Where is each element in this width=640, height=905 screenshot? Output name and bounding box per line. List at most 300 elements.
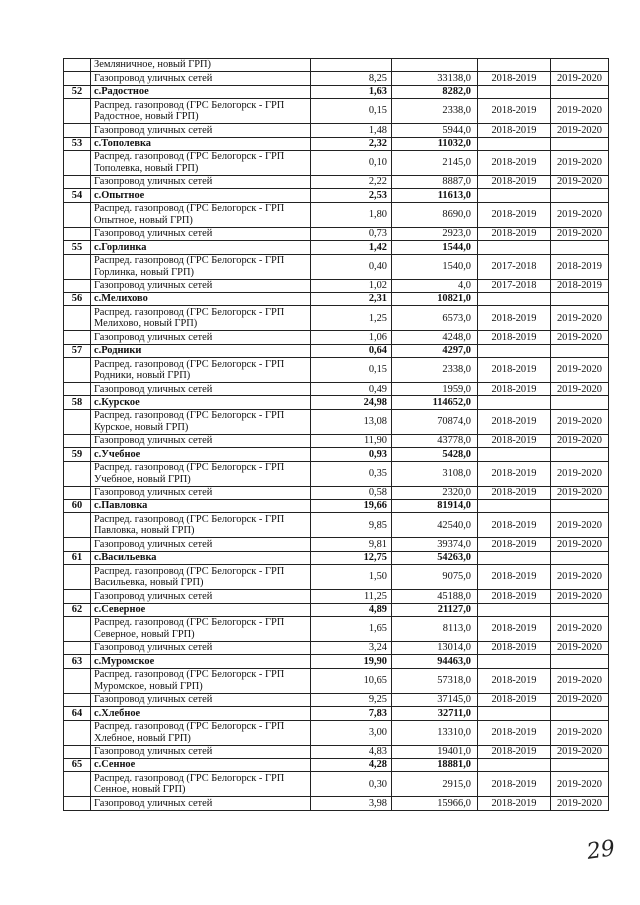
table-row — [64, 227, 609, 240]
row-construction-period: 2019-2020 — [551, 409, 609, 434]
row-cost: 42540,0 — [392, 513, 478, 538]
row-cost: 70874,0 — [392, 409, 478, 434]
row-construction-period: 2019-2020 — [551, 616, 609, 641]
row-name: с.Курское — [91, 396, 311, 409]
row-number: 55 — [64, 241, 91, 254]
table-row — [64, 434, 609, 447]
village-row — [64, 551, 609, 564]
row-length-km: 2,32 — [311, 137, 392, 150]
row-cost: 4297,0 — [392, 344, 478, 357]
row-construction-period — [551, 189, 609, 202]
row-construction-period: 2019-2020 — [551, 772, 609, 797]
row-name: Газопровод уличных сетей — [91, 641, 311, 654]
row-length-km: 0,64 — [311, 344, 392, 357]
table-row — [64, 513, 609, 538]
row-name: с.Муромское — [91, 655, 311, 668]
row-cost: 13014,0 — [392, 641, 478, 654]
table-row — [64, 358, 609, 383]
row-number — [64, 641, 91, 654]
row-cost: 43778,0 — [392, 434, 478, 447]
row-cost: 3108,0 — [392, 461, 478, 486]
row-name: Распред. газопровод (ГРС Белогорск - ГРП Опытное, новый ГРП) — [91, 202, 311, 227]
row-number — [64, 99, 91, 124]
row-cost: 39374,0 — [392, 538, 478, 551]
row-name: Распред. газопровод (ГРС Белогорск - ГРП Учебное, новый ГРП) — [91, 461, 311, 486]
row-cost: 10821,0 — [392, 292, 478, 305]
row-design-period — [478, 85, 551, 98]
page-number: 29 — [585, 836, 617, 865]
row-cost: 8282,0 — [392, 85, 478, 98]
row-length-km: 9,25 — [311, 693, 392, 706]
row-design-period: 2018-2019 — [478, 358, 551, 383]
row-cost: 1540,0 — [392, 254, 478, 279]
table-row — [64, 461, 609, 486]
row-design-period: 2018-2019 — [478, 461, 551, 486]
row-design-period: 2018-2019 — [478, 124, 551, 137]
row-design-period — [478, 448, 551, 461]
row-length-km: 0,49 — [311, 383, 392, 396]
gas-pipeline-table — [63, 58, 609, 811]
row-design-period — [478, 551, 551, 564]
row-design-period: 2018-2019 — [478, 720, 551, 745]
row-cost: 2923,0 — [392, 227, 478, 240]
row-length-km: 1,50 — [311, 565, 392, 590]
row-design-period — [478, 500, 551, 513]
row-construction-period: 2019-2020 — [551, 486, 609, 499]
row-number — [64, 461, 91, 486]
row-length-km: 1,25 — [311, 306, 392, 331]
row-length-km: 4,89 — [311, 603, 392, 616]
row-number: 56 — [64, 292, 91, 305]
row-number: 60 — [64, 500, 91, 513]
table-body — [64, 59, 609, 811]
row-length-km: 4,83 — [311, 745, 392, 758]
village-row — [64, 655, 609, 668]
row-length-km: 0,73 — [311, 227, 392, 240]
village-row — [64, 137, 609, 150]
row-length-km: 9,85 — [311, 513, 392, 538]
row-design-period: 2018-2019 — [478, 772, 551, 797]
row-name: с.Тополевка — [91, 137, 311, 150]
row-number: 58 — [64, 396, 91, 409]
row-construction-period: 2019-2020 — [551, 565, 609, 590]
row-cost: 81914,0 — [392, 500, 478, 513]
village-row — [64, 344, 609, 357]
row-construction-period — [551, 137, 609, 150]
row-length-km: 7,83 — [311, 707, 392, 720]
row-number — [64, 486, 91, 499]
row-number: 54 — [64, 189, 91, 202]
row-construction-period: 2018-2019 — [551, 279, 609, 292]
row-cost: 2338,0 — [392, 99, 478, 124]
row-name: Распред. газопровод (ГРС Белогорск - ГРП Мелихово, новый ГРП) — [91, 306, 311, 331]
row-number — [64, 668, 91, 693]
row-cost: 45188,0 — [392, 590, 478, 603]
row-length-km: 3,00 — [311, 720, 392, 745]
village-row — [64, 292, 609, 305]
row-name: Газопровод уличных сетей — [91, 227, 311, 240]
row-number — [64, 254, 91, 279]
row-construction-period — [551, 59, 609, 72]
row-construction-period: 2019-2020 — [551, 72, 609, 85]
row-cost: 8887,0 — [392, 175, 478, 188]
row-construction-period — [551, 758, 609, 771]
village-row — [64, 189, 609, 202]
table-row — [64, 202, 609, 227]
row-design-period: 2017-2018 — [478, 254, 551, 279]
row-design-period: 2018-2019 — [478, 306, 551, 331]
row-cost: 15966,0 — [392, 797, 478, 810]
row-cost: 9075,0 — [392, 565, 478, 590]
row-number: 52 — [64, 85, 91, 98]
row-number: 62 — [64, 603, 91, 616]
row-construction-period: 2019-2020 — [551, 306, 609, 331]
row-number — [64, 513, 91, 538]
row-number — [64, 227, 91, 240]
row-construction-period — [551, 551, 609, 564]
row-cost: 4248,0 — [392, 331, 478, 344]
row-length-km: 0,40 — [311, 254, 392, 279]
row-design-period — [478, 655, 551, 668]
row-design-period: 2018-2019 — [478, 383, 551, 396]
row-design-period: 2018-2019 — [478, 590, 551, 603]
row-name: Земляничное, новый ГРП) — [91, 59, 311, 72]
row-name: Распред. газопровод (ГРС Белогорск - ГРП Васильевка, новый ГРП) — [91, 565, 311, 590]
table-row — [64, 279, 609, 292]
row-length-km: 24,98 — [311, 396, 392, 409]
row-design-period: 2018-2019 — [478, 641, 551, 654]
row-name: Газопровод уличных сетей — [91, 72, 311, 85]
row-construction-period: 2019-2020 — [551, 124, 609, 137]
row-length-km: 0,10 — [311, 150, 392, 175]
table-row — [64, 383, 609, 396]
row-design-period — [478, 292, 551, 305]
row-length-km: 0,58 — [311, 486, 392, 499]
row-length-km: 3,24 — [311, 641, 392, 654]
row-construction-period: 2019-2020 — [551, 358, 609, 383]
row-design-period: 2018-2019 — [478, 693, 551, 706]
row-number: 53 — [64, 137, 91, 150]
row-cost: 2338,0 — [392, 358, 478, 383]
table-row — [64, 616, 609, 641]
row-cost: 6573,0 — [392, 306, 478, 331]
row-name: Газопровод уличных сетей — [91, 383, 311, 396]
row-number — [64, 409, 91, 434]
row-name: с.Горлинка — [91, 241, 311, 254]
row-design-period — [478, 241, 551, 254]
table-row — [64, 175, 609, 188]
row-name: с.Павловка — [91, 500, 311, 513]
row-construction-period — [551, 655, 609, 668]
row-cost: 11613,0 — [392, 189, 478, 202]
row-number: 64 — [64, 707, 91, 720]
row-design-period: 2018-2019 — [478, 99, 551, 124]
row-name: Газопровод уличных сетей — [91, 124, 311, 137]
row-construction-period — [551, 85, 609, 98]
table-row — [64, 124, 609, 137]
table-row — [64, 99, 609, 124]
row-name: Газопровод уличных сетей — [91, 797, 311, 810]
row-construction-period: 2019-2020 — [551, 99, 609, 124]
row-construction-period: 2019-2020 — [551, 513, 609, 538]
row-cost: 19401,0 — [392, 745, 478, 758]
row-length-km: 0,15 — [311, 358, 392, 383]
row-design-period: 2018-2019 — [478, 175, 551, 188]
table-row — [64, 641, 609, 654]
row-length-km: 19,66 — [311, 500, 392, 513]
row-design-period: 2018-2019 — [478, 513, 551, 538]
row-construction-period: 2019-2020 — [551, 150, 609, 175]
row-name: Газопровод уличных сетей — [91, 745, 311, 758]
row-name: Распред. газопровод (ГРС Белогорск - ГРП Курское, новый ГРП) — [91, 409, 311, 434]
row-design-period: 2018-2019 — [478, 486, 551, 499]
row-construction-period: 2019-2020 — [551, 227, 609, 240]
row-length-km — [311, 59, 392, 72]
table-row — [64, 486, 609, 499]
row-name: с.Хлебное — [91, 707, 311, 720]
row-name: с.Северное — [91, 603, 311, 616]
row-length-km: 9,81 — [311, 538, 392, 551]
row-name: Газопровод уличных сетей — [91, 693, 311, 706]
table-row — [64, 693, 609, 706]
row-cost: 8690,0 — [392, 202, 478, 227]
row-cost: 2145,0 — [392, 150, 478, 175]
row-number — [64, 720, 91, 745]
row-construction-period: 2019-2020 — [551, 202, 609, 227]
row-cost: 2915,0 — [392, 772, 478, 797]
row-cost: 57318,0 — [392, 668, 478, 693]
row-construction-period — [551, 344, 609, 357]
row-construction-period: 2019-2020 — [551, 668, 609, 693]
row-design-period — [478, 137, 551, 150]
village-row — [64, 241, 609, 254]
row-length-km: 0,30 — [311, 772, 392, 797]
row-name: с.Опытное — [91, 189, 311, 202]
row-number — [64, 150, 91, 175]
village-row — [64, 500, 609, 513]
row-name: с.Мелихово — [91, 292, 311, 305]
row-number — [64, 124, 91, 137]
row-number — [64, 590, 91, 603]
row-design-period: 2018-2019 — [478, 331, 551, 344]
row-construction-period: 2018-2019 — [551, 254, 609, 279]
row-name: Газопровод уличных сетей — [91, 175, 311, 188]
row-name: с.Сенное — [91, 758, 311, 771]
table-row — [64, 150, 609, 175]
table-row — [64, 772, 609, 797]
row-number: 61 — [64, 551, 91, 564]
row-cost: 1544,0 — [392, 241, 478, 254]
row-design-period — [478, 758, 551, 771]
row-cost: 2320,0 — [392, 486, 478, 499]
row-design-period — [478, 396, 551, 409]
village-row — [64, 603, 609, 616]
row-number — [64, 693, 91, 706]
row-length-km: 10,65 — [311, 668, 392, 693]
row-cost: 114652,0 — [392, 396, 478, 409]
row-construction-period: 2019-2020 — [551, 538, 609, 551]
row-cost: 21127,0 — [392, 603, 478, 616]
row-number — [64, 358, 91, 383]
row-number — [64, 797, 91, 810]
row-number: 57 — [64, 344, 91, 357]
row-number: 65 — [64, 758, 91, 771]
row-length-km: 4,28 — [311, 758, 392, 771]
row-cost: 94463,0 — [392, 655, 478, 668]
row-design-period: 2018-2019 — [478, 668, 551, 693]
table-row — [64, 565, 609, 590]
row-design-period: 2018-2019 — [478, 409, 551, 434]
row-name: с.Васильевка — [91, 551, 311, 564]
row-design-period: 2018-2019 — [478, 797, 551, 810]
table-row — [64, 590, 609, 603]
row-length-km: 0,35 — [311, 461, 392, 486]
row-construction-period: 2019-2020 — [551, 641, 609, 654]
row-cost: 33138,0 — [392, 72, 478, 85]
row-cost: 11032,0 — [392, 137, 478, 150]
row-length-km: 1,42 — [311, 241, 392, 254]
row-name: Распред. газопровод (ГРС Белогорск - ГРП Павловка, новый ГРП) — [91, 513, 311, 538]
row-design-period — [478, 707, 551, 720]
row-construction-period — [551, 292, 609, 305]
row-design-period: 2018-2019 — [478, 227, 551, 240]
row-name: Распред. газопровод (ГРС Белогорск - ГРП Муромское, новый ГРП) — [91, 668, 311, 693]
row-number — [64, 306, 91, 331]
row-construction-period: 2019-2020 — [551, 175, 609, 188]
row-construction-period: 2019-2020 — [551, 331, 609, 344]
row-length-km: 1,63 — [311, 85, 392, 98]
row-length-km: 19,90 — [311, 655, 392, 668]
row-name: Распред. газопровод (ГРС Белогорск - ГРП Хлебное, новый ГРП) — [91, 720, 311, 745]
row-cost: 8113,0 — [392, 616, 478, 641]
row-number — [64, 59, 91, 72]
row-cost: 32711,0 — [392, 707, 478, 720]
row-construction-period: 2019-2020 — [551, 745, 609, 758]
table-row — [64, 538, 609, 551]
row-design-period — [478, 603, 551, 616]
row-number: 63 — [64, 655, 91, 668]
row-name: Распред. газопровод (ГРС Белогорск - ГРП Сенное, новый ГРП) — [91, 772, 311, 797]
row-construction-period — [551, 241, 609, 254]
village-row — [64, 707, 609, 720]
row-name: с.Родники — [91, 344, 311, 357]
row-length-km: 13,08 — [311, 409, 392, 434]
row-name: Распред. газопровод (ГРС Белогорск - ГРП Родники, новый ГРП) — [91, 358, 311, 383]
row-name: с.Учебное — [91, 448, 311, 461]
row-construction-period: 2019-2020 — [551, 797, 609, 810]
row-number: 59 — [64, 448, 91, 461]
village-row — [64, 448, 609, 461]
village-row — [64, 396, 609, 409]
row-construction-period: 2019-2020 — [551, 383, 609, 396]
row-number — [64, 434, 91, 447]
row-name: Распред. газопровод (ГРС Белогорск - ГРП Северное, новый ГРП) — [91, 616, 311, 641]
row-length-km: 2,22 — [311, 175, 392, 188]
row-name: Распред. газопровод (ГРС Белогорск - ГРП Горлинка, новый ГРП) — [91, 254, 311, 279]
row-cost: 18881,0 — [392, 758, 478, 771]
row-design-period: 2017-2018 — [478, 279, 551, 292]
row-length-km: 0,93 — [311, 448, 392, 461]
row-length-km: 11,90 — [311, 434, 392, 447]
row-number — [64, 279, 91, 292]
row-length-km: 0,15 — [311, 99, 392, 124]
row-name: Распред. газопровод (ГРС Белогорск - ГРП Радостное, новый ГРП) — [91, 99, 311, 124]
row-design-period: 2018-2019 — [478, 565, 551, 590]
row-number — [64, 175, 91, 188]
row-cost: 13310,0 — [392, 720, 478, 745]
row-number — [64, 538, 91, 551]
row-length-km: 8,25 — [311, 72, 392, 85]
table-row — [64, 254, 609, 279]
row-design-period — [478, 189, 551, 202]
row-construction-period: 2019-2020 — [551, 693, 609, 706]
row-cost: 54263,0 — [392, 551, 478, 564]
row-name: Газопровод уличных сетей — [91, 538, 311, 551]
table-row — [64, 668, 609, 693]
row-cost — [392, 59, 478, 72]
row-design-period: 2018-2019 — [478, 434, 551, 447]
table-row — [64, 59, 609, 72]
row-design-period: 2018-2019 — [478, 538, 551, 551]
row-name: Газопровод уличных сетей — [91, 590, 311, 603]
row-number — [64, 72, 91, 85]
row-name: Газопровод уличных сетей — [91, 486, 311, 499]
row-number — [64, 616, 91, 641]
row-length-km: 12,75 — [311, 551, 392, 564]
row-number — [64, 383, 91, 396]
row-design-period: 2018-2019 — [478, 202, 551, 227]
row-length-km: 11,25 — [311, 590, 392, 603]
row-construction-period — [551, 448, 609, 461]
row-length-km: 3,98 — [311, 797, 392, 810]
row-name: Газопровод уличных сетей — [91, 434, 311, 447]
table-row — [64, 720, 609, 745]
row-name: с.Радостное — [91, 85, 311, 98]
row-design-period: 2018-2019 — [478, 72, 551, 85]
row-design-period: 2018-2019 — [478, 745, 551, 758]
row-construction-period — [551, 707, 609, 720]
row-construction-period — [551, 603, 609, 616]
row-name: Газопровод уличных сетей — [91, 331, 311, 344]
row-length-km: 1,06 — [311, 331, 392, 344]
row-construction-period: 2019-2020 — [551, 590, 609, 603]
row-number — [64, 772, 91, 797]
table-row — [64, 409, 609, 434]
row-cost: 37145,0 — [392, 693, 478, 706]
table-row — [64, 797, 609, 810]
row-length-km: 2,53 — [311, 189, 392, 202]
row-construction-period: 2019-2020 — [551, 720, 609, 745]
row-cost: 4,0 — [392, 279, 478, 292]
row-number — [64, 202, 91, 227]
row-construction-period — [551, 500, 609, 513]
row-number — [64, 565, 91, 590]
row-design-period: 2018-2019 — [478, 150, 551, 175]
row-construction-period — [551, 396, 609, 409]
table-row — [64, 745, 609, 758]
row-name: Газопровод уличных сетей — [91, 279, 311, 292]
row-cost: 5428,0 — [392, 448, 478, 461]
table-row — [64, 72, 609, 85]
row-number — [64, 331, 91, 344]
row-design-period — [478, 59, 551, 72]
village-row — [64, 85, 609, 98]
row-length-km: 2,31 — [311, 292, 392, 305]
row-construction-period: 2019-2020 — [551, 461, 609, 486]
row-length-km: 1,80 — [311, 202, 392, 227]
row-design-period: 2018-2019 — [478, 616, 551, 641]
table-row — [64, 306, 609, 331]
